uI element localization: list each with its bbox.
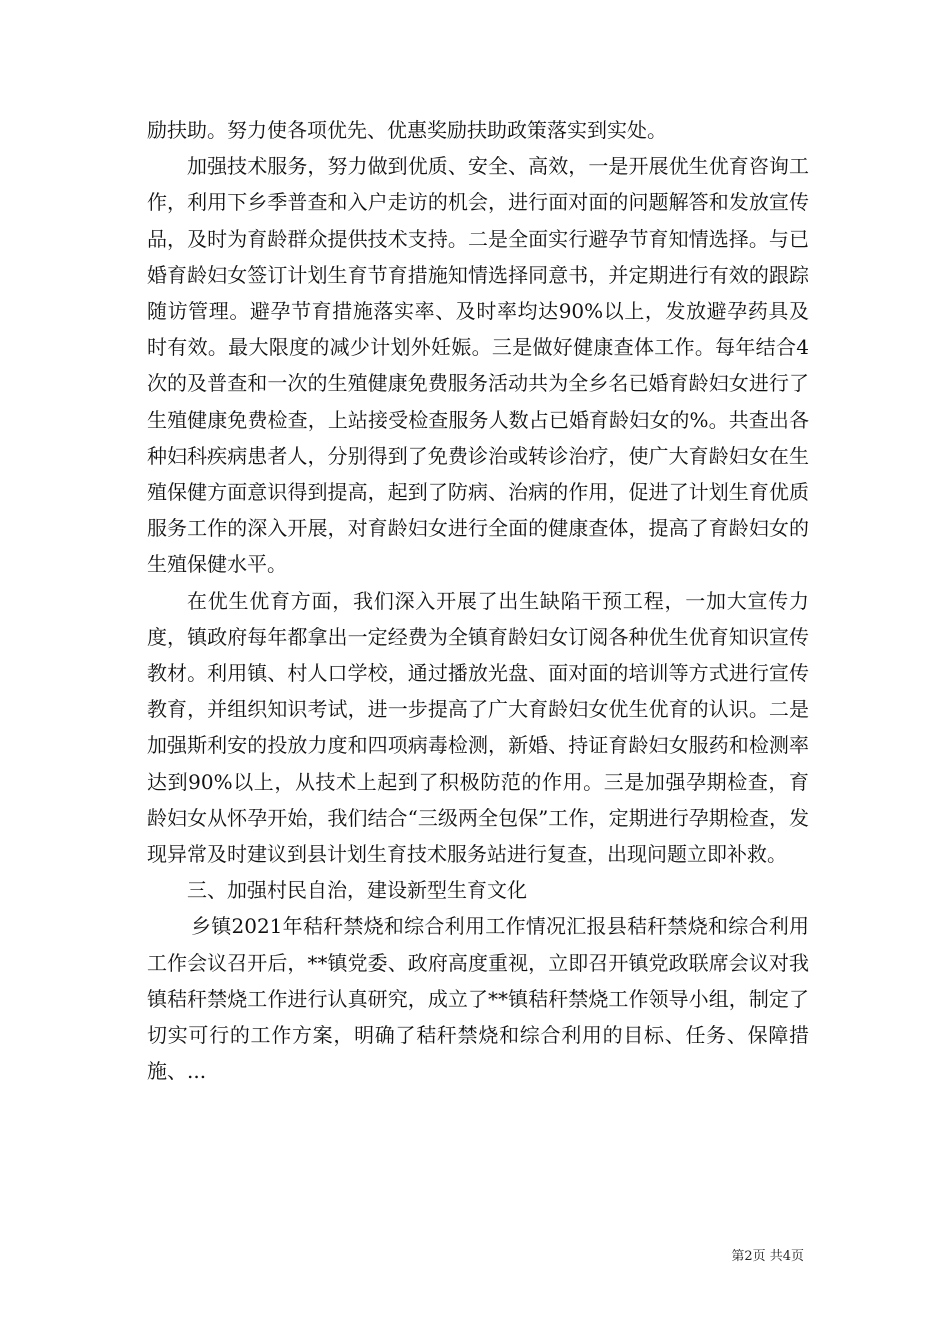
paragraph-straw-burning-report: 乡镇2021年秸秆禁烧和综合利用工作情况汇报县秸秆禁烧和综合利用工作会议召开后，**镇党委、政府高度重视，立即召开镇党政联席会议对我镇秸秆禁烧工作进行认真研究，成立了**镇秸秆禁烧工作领导小组，制定了切实可行的工作方案，明确了秸秆禁烧和综合利用的目标、任务、保障措施、... bbox=[147, 914, 809, 1084]
section-heading: 三、加强村民自治，建设新型生育文化 bbox=[187, 878, 527, 903]
page-number-footer: 第2页 共4页 bbox=[731, 1249, 804, 1264]
paragraph-technical-services: 加强技术服务，努力做到优质、安全、高效，一是开展优生优育咨询工作，利用下乡季普查和入户走访的机会，进行面对面的问题解答和发放宣传品，及时为育龄群众提供技术支持。二是全面实行避孕节育知情选择。与已婚育龄妇女签订计划生育节育措施知情选择同意书，并定期进行有效的跟踪随访管理。避孕节育措施落实率、及时率均达90%以上，发放避孕药具及时有效。最大限度的减少计划外妊娠。三是做好健康查体工作。每年结合4次的及普查和一次的生殖健康免费服务活动共为全乡名已婚育龄妇女进行了生殖健康免费检查，上站接受检查服务人数占已婚育龄妇女的%。共查出各种妇科疾病患者人，分别得到了免费诊治或转诊治疗，使广大育龄妇女在生殖保健方面意识得到提高，起到了防病、治病的作用，促进了计划生育优质服务工作的深入开展，对育龄妇女进行全面的健康查体，提高了育龄妇女的生殖保健水平。 bbox=[147, 154, 809, 577]
paragraph-continuation: 励扶助。努力使各项优先、优惠奖励扶助政策落实到实处。 bbox=[147, 118, 667, 142]
document-body bbox=[147, 112, 809, 1089]
paragraph-eugenics: 在优生优育方面，我们深入开展了出生缺陷干预工程，一加大宣传力度，镇政府每年都拿出一定经费为全镇育龄妇女订阅各种优生优育知识宣传教材。利用镇、村人口学校，通过播放光盘、面对面的培训等方式进行宣传教育，并组织知识考试，进一步提高了广大育龄妇女优生优育的认识。二是加强斯利安的投放力度和四项病毒检测，新婚、持证育龄妇女服药和检测率达到90%以上，从技术上起到了积极防范的作用。三是加强孕期检查，育龄妇女从怀孕开始，我们结合“三级两全包保”工作，定期进行孕期检查，发现异常及时建议到县计划生育技术服务站进行复查，出现问题立即补救。 bbox=[147, 588, 809, 867]
